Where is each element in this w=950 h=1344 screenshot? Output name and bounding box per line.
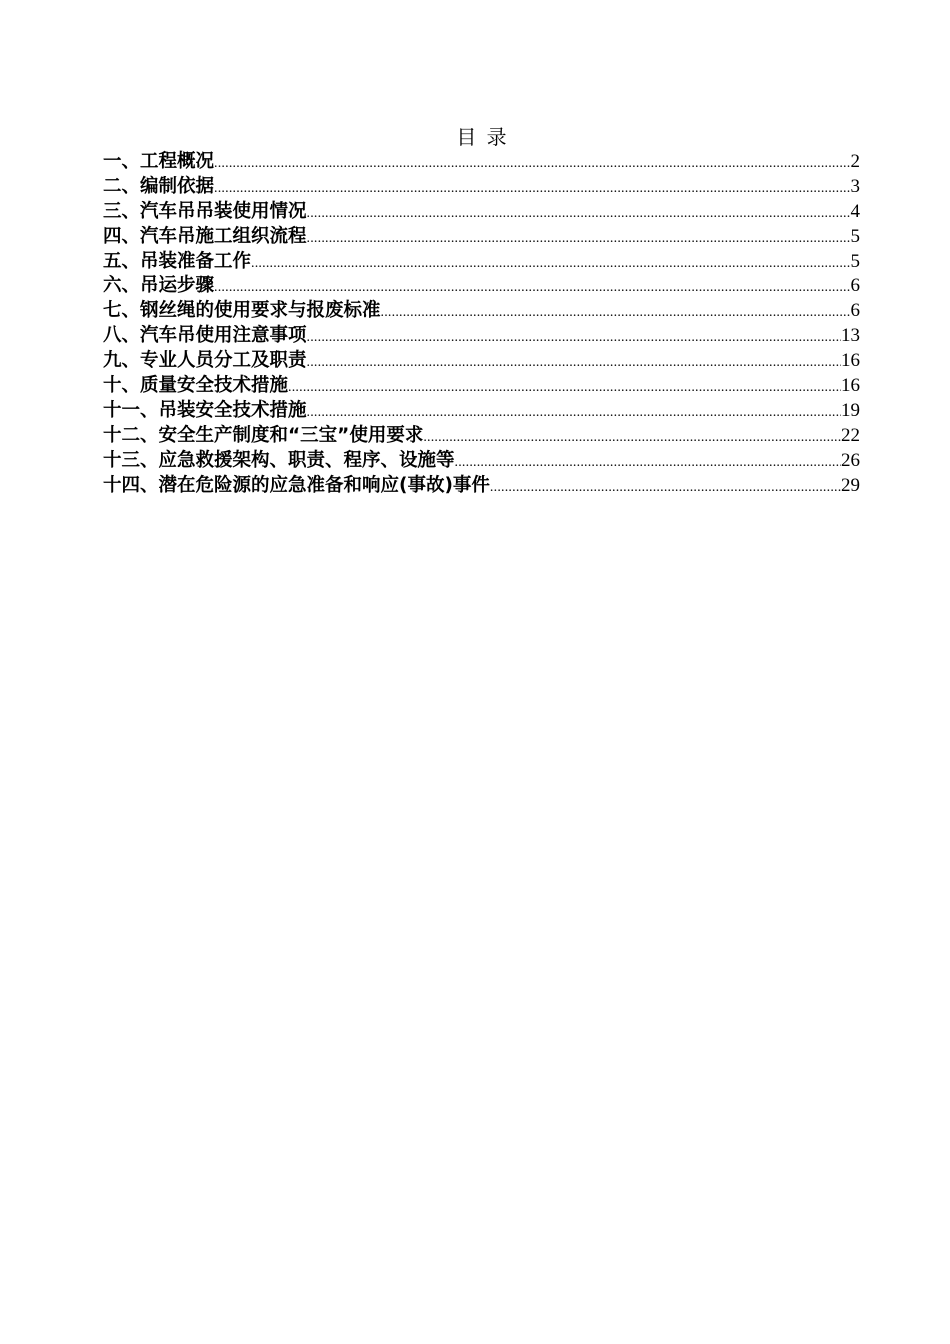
toc-dot-leader: [307, 401, 841, 424]
toc-entry-page: 29: [841, 474, 860, 496]
toc-entry-page: 13: [841, 325, 860, 347]
toc-entry[interactable]: [103, 324, 860, 349]
toc-entry[interactable]: [103, 349, 860, 374]
toc-dot-leader: [214, 276, 850, 299]
toc-dot-leader: [214, 177, 850, 200]
toc-entry-label: 三、汽车吊吊装使用情况: [103, 200, 307, 222]
toc-entry-label: 九、专业人员分工及职责: [103, 350, 307, 372]
toc-dot-leader: [307, 202, 851, 225]
toc-entry[interactable]: [103, 424, 860, 449]
toc-entry-label: 二、编制依据: [103, 175, 215, 197]
toc-entry[interactable]: [103, 175, 860, 200]
toc-entry-page: 16: [841, 350, 860, 372]
toc-dot-leader: [251, 252, 850, 275]
toc-entry[interactable]: [103, 399, 860, 424]
toc-entry-label: 四、汽车吊施工组织流程: [103, 225, 307, 247]
toc-entry-label: 七、钢丝绳的使用要求与报废标准: [103, 300, 381, 322]
toc-entry-page: 19: [841, 399, 860, 421]
toc-entry-label: 十二、安全生产制度和“三宝”使用要求: [103, 424, 424, 446]
toc-entry[interactable]: [103, 274, 860, 299]
toc-entry-label: 十、质量安全技术措施: [103, 375, 289, 397]
toc-entry-page: 26: [841, 449, 860, 471]
toc-dot-leader: [307, 351, 841, 374]
toc-dot-leader: [490, 476, 841, 499]
toc-entry-label: 一、工程概况: [103, 151, 215, 172]
toc-entry-label: 六、吊运步骤: [103, 275, 215, 297]
toc-entry[interactable]: [103, 474, 860, 499]
toc-dot-leader: [288, 376, 841, 399]
toc-entry[interactable]: [103, 225, 860, 250]
table-of-contents: [103, 150, 860, 498]
toc-entry[interactable]: [103, 200, 860, 225]
toc-dot-leader: [307, 326, 841, 349]
toc-entry-label: 五、吊装准备工作: [103, 250, 252, 272]
toc-dot-leader: [423, 426, 841, 449]
toc-dot-leader: [455, 451, 841, 474]
toc-entry-page: 16: [841, 375, 860, 397]
toc-entry-label: 十三、应急救援架构、职责、程序、设施等: [103, 449, 455, 471]
toc-entry-page: 5: [850, 250, 860, 272]
toc-entry[interactable]: [103, 250, 860, 275]
toc-entry[interactable]: [103, 299, 860, 324]
toc-entry-page: 4: [850, 200, 860, 222]
toc-dot-leader: [381, 301, 851, 324]
toc-entry-page: 22: [841, 424, 860, 446]
toc-entry[interactable]: [103, 150, 860, 175]
toc-entry-label: 十四、潜在危险源的应急准备和响应(事故)事件: [103, 474, 490, 496]
toc-entry[interactable]: [103, 449, 860, 474]
toc-dot-leader: [307, 227, 851, 250]
toc-entry-label: 八、汽车吊使用注意事项: [103, 325, 307, 347]
toc-entry-page: 2: [850, 151, 860, 172]
toc-entry-page: 5: [850, 225, 860, 247]
toc-dot-leader: [214, 152, 850, 175]
toc-entry-page: 3: [850, 175, 860, 197]
toc-entry-page: 6: [850, 275, 860, 297]
toc-entry-page: 6: [850, 300, 860, 322]
toc-entry-label: 十一、吊装安全技术措施: [103, 399, 307, 421]
toc-entry[interactable]: [103, 374, 860, 399]
toc-title: 目 录: [456, 125, 509, 149]
